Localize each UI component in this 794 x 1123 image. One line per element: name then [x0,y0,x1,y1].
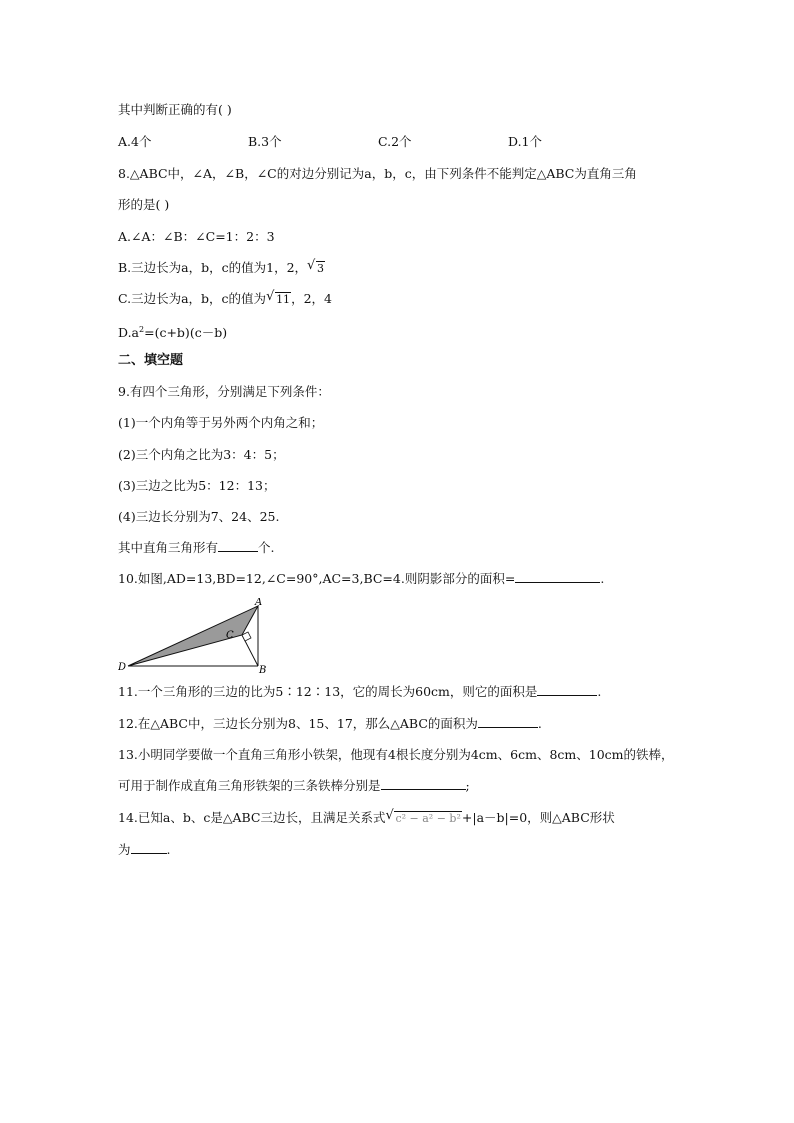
q8-line1: 8.△ABC中，∠A，∠B，∠C的对边分别记为a，b，c，由下列条件不能判定△ABC为直角三角 [118,166,637,181]
q7-option-d: D.1个 [508,134,543,149]
shaded-region [128,606,258,666]
q8-option-a: A.∠A：∠B：∠C=1：2：3 [118,229,275,244]
q8-d-pre: D.a [118,325,140,341]
sqrt-11 [266,290,291,309]
q9-answer-blank[interactable] [218,539,258,552]
q9-item-4: (4)三边长分别为7、24、25. [118,509,280,524]
section-fill-blank-heading: 二、填空题 [118,353,184,368]
q7-tail: 其中判断正确的有( ) [118,102,232,117]
q7-option-c: C.2个 [378,134,412,149]
q8-line2: 形的是( ) [118,197,170,212]
q13-line2 [118,777,470,795]
q13-answer-blank[interactable] [381,777,466,790]
q11-stem [118,683,601,701]
q8-option-c-text: C.三边长为a，b，c的值为 [118,291,267,306]
q10-figure-triangle [118,598,278,674]
q9-item-1: (1)一个内角等于另外两个内角之和； [118,415,324,430]
q9-stem: 9.有四个三角形，分别满足下列条件： [118,384,330,399]
q13-line1: 13.小明同学要做一个直角三角形小铁架，他现有4根长度分别为4cm、6cm、8cm、10cm的铁棒， [118,747,674,762]
label-d: D [118,662,127,673]
q8-option-b-text: B.三边长为a，b，c的值为1，2， [118,260,308,275]
q13-line2-text: 可用于制作成直角三角形铁架的三条铁棒分别是 [118,778,381,793]
q14-stem-tail: +|a－b|=0，则△ABC形状 [461,810,615,825]
label-a: A [255,598,263,608]
sqrt-3 [307,259,325,278]
sqrt-expression [385,809,461,828]
q12-stem-text: 12.在△ABC中，三边长分别为8、15、17，那么△ABC的面积为 [118,716,478,731]
q8-option-c [118,290,332,309]
q8-option-d [118,321,227,342]
q10-stem [118,570,604,588]
q10-answer-blank[interactable] [515,570,600,583]
q9-item-3: (3)三边之比为5：12：13； [118,478,276,493]
q9-ask [118,539,275,557]
sqrt-expression-radicand: c² − a² − b² [395,812,461,825]
q14-stem-text: 14.已知a、b、c是△ABC三边长，且满足关系式 [118,810,386,825]
sqrt-11-radicand: 11 [276,293,291,306]
q9-ask-post: 个. [258,540,275,555]
label-b: B [259,665,267,674]
q12-stem-end: . [537,716,542,731]
q7-option-a: A.4个 [118,134,152,149]
q7-options [118,133,542,151]
q8-option-c-tail: ，2，4 [291,291,332,306]
q10-stem-text: 10.如图,AD=13,BD=12,∠C=90°,AC=3,BC=4.则阴影部分的面积= [118,571,516,586]
q12-answer-blank[interactable] [478,715,538,728]
q9-item-2: (2)三个内角之比为3：4：5； [118,447,285,462]
sqrt-3-radicand: 3 [317,262,325,275]
q8-d-post: =(c+b)(c－b) [144,325,228,341]
q8-option-b [118,259,325,278]
q14-line1 [118,809,615,828]
q8-d-exponent: 2 [139,325,145,334]
q14-line2-text: 为 [118,842,131,857]
q13-line2-end: ; [465,778,470,793]
q14-answer-blank[interactable] [131,841,167,854]
q11-answer-blank[interactable] [537,683,597,696]
q12-stem [118,715,542,733]
q14-line2-end: . [166,842,171,857]
q14-line2 [118,841,171,859]
q10-stem-end: . [600,571,605,586]
q11-stem-end: . [597,684,602,699]
q7-option-b: B.3个 [248,134,282,149]
q11-stem-text: 11.一个三角形的三边的比为5∶12∶13，它的周长为60cm，则它的面积是 [118,684,538,699]
label-c: C [226,630,234,641]
q9-ask-pre: 其中直角三角形有 [118,540,219,555]
